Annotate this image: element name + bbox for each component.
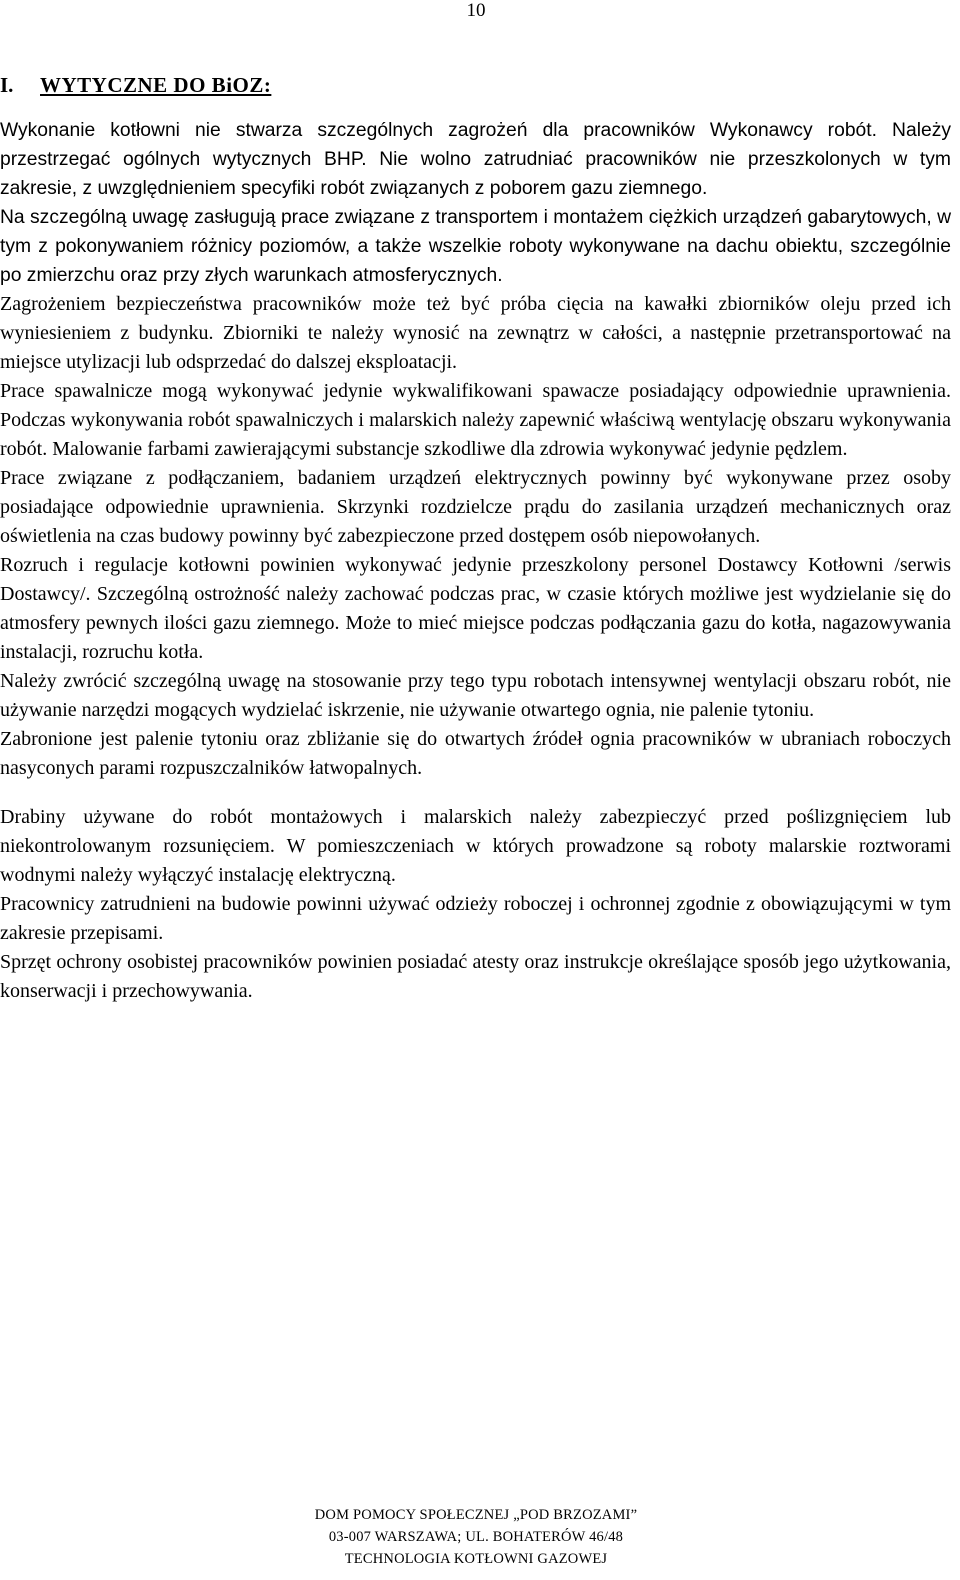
paragraph: Pracownicy zatrudnieni na budowie powinni używać odzieży roboczej i ochronnej zgodnie z obowiązującymi w tym zakresie przepisami. — [0, 893, 951, 944]
paragraph: Na szczególną uwagę zasługują prace związane z transportem i montażem ciężkich urządzeń gabarytowych, w tym z pokonywaniem różnicy poziomów, a także wszelkie roboty wykonywane na dachu obiektu, szczególnie po zmierzchu oraz przy złych warunkach atmosferycznych. — [0, 207, 951, 286]
paragraph: Zagrożeniem bezpieczeństwa pracowników może też być próba cięcia na kawałki zbiorników oleju przed ich wyniesieniem z budynku. Zbiorniki te należy wynosić na zewnątrz w całości, a następnie przetransportować na miejsce utylizacji lub odsprzedać do dalszej eksploatacji. — [0, 293, 951, 373]
page-footer — [0, 1504, 952, 1570]
page-number: 10 — [466, 0, 486, 21]
paragraph: Drabiny używane do robót montażowych i malarskich należy zabezpieczyć przed poślizgnięciem lub niekontrolowanym rozsunięciem. W pomieszczeniach w których prowadzone są roboty malarskie roztworami wodnymi należy wyłączyć instalację elektryczną. — [0, 806, 951, 886]
section-title: WYTYCZNE DO BiOZ: — [40, 73, 272, 97]
footer-line-institution: DOM POMOCY SPOŁECZNEJ „POD BRZOZAMI” — [314, 1507, 638, 1523]
paragraph: Sprzęt ochrony osobistej pracowników powinien posiadać atesty oraz instrukcje określające sposób jego użytkowania, konserwacji i przechowywania. — [0, 951, 951, 1002]
section-heading — [0, 70, 951, 100]
section-number: I. — [0, 73, 14, 97]
paragraph: Prace związane z podłączaniem, badaniem urządzeń elektrycznych powinny być wykonywane przez osoby posiadające odpowiednie uprawnienia. Skrzynki rozdzielcze prądu do zasilania urządzeń mechanicznych oraz oświetlenia na czas budowy powinny być zabezpieczone przed dostępem osób niepowołanych. — [0, 467, 951, 547]
paragraph: Rozruch i regulacje kotłowni powinien wykonywać jedynie przeszkolony personel Dostawcy Kotłowni /serwis Dostawcy/. Szczególną ostrożność należy zachować podczas prac, w czasie których możliwe jest wydzielanie się do atmosfery pewnych ilości gazu ziemnego. Może to mieć miejsce podczas podłączania gazu do kotła, nagazowywania instalacji, rozruchu kotła. — [0, 554, 951, 663]
document-body — [0, 70, 951, 1006]
paragraph: Prace spawalnicze mogą wykonywać jedynie wykwalifikowani spawacze posiadający odpowiednie uprawnienia. Podczas wykonywania robót spawalniczych i malarskich należy zapewnić właściwą wentylację obszaru wykonywania robót. Malowanie farbami zawierającymi substancje szkodliwe dla zdrowia wykonywać jedynie pędzlem. — [0, 380, 951, 460]
paragraph: Zabronione jest palenie tytoniu oraz zbliżanie się do otwartych źródeł ognia pracowników w ubraniach roboczych nasyconych parami rozpuszczalników łatwopalnych. — [0, 728, 951, 779]
paragraph: Należy zwrócić szczególną uwagę na stosowanie przy tego typu robotach intensywnej wentylacji obszaru robót, nie używanie narzędzi mogących wydzielać iskrzenie, nie używanie otwartego ognia, nie palenie tytoniu. — [0, 670, 951, 721]
footer-line-address: 03-007 WARSZAWA; UL. BOHATERÓW 46/48 — [328, 1529, 624, 1545]
footer-line-document-title: TECHNOLOGIA KOTŁOWNI GAZOWEJ — [344, 1551, 608, 1567]
paragraph: Wykonanie kotłowni nie stwarza szczególnych zagrożeń dla pracowników Wykonawcy robót. Należy przestrzegać ogólnych wytycznych BHP. Nie wolno zatrudniać pracowników nie przeszkolonych w tym zakresie, z uwzględnieniem specyfiki robót związanych z poborem gazu ziemnego. — [0, 120, 951, 199]
